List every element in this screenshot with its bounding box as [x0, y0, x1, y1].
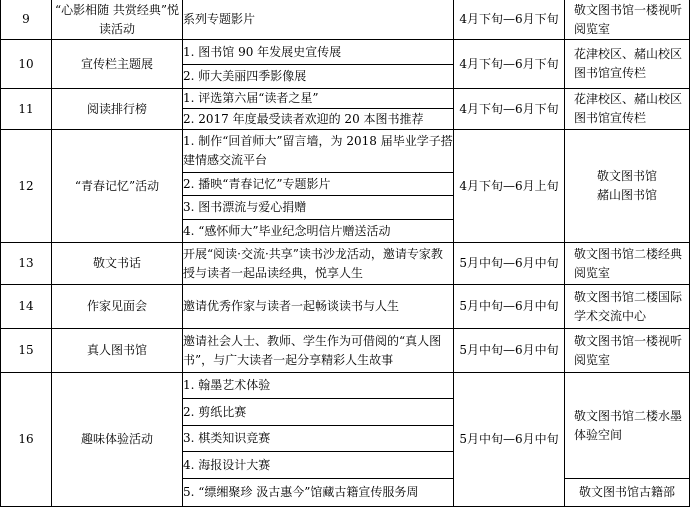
activity-time: 4月下旬—6月下旬 [454, 0, 565, 40]
table-row [1, 329, 690, 373]
activity-time: 5月中旬—6月中旬 [454, 243, 565, 285]
activity-name: “青春记忆”活动 [52, 130, 183, 243]
activity-time: 4月下旬—6月上旬 [454, 130, 565, 243]
activity-venue: 敬文图书馆二楼国际学术交流中心 [565, 285, 690, 329]
activity-content: 3. 棋类知识竞赛 [183, 426, 454, 452]
activity-content: 3. 图书漂流与爱心捐赠 [183, 196, 454, 220]
activity-content: 邀请优秀作家与读者一起畅谈读书与人生 [183, 285, 454, 329]
activity-content: 2. 播映“青春记忆”专题影片 [183, 173, 454, 196]
activity-content: 1. 制作“回首师大”留言墙，为 2018 届毕业学子搭建情感交流平台 [183, 130, 454, 173]
activity-content: 2. 2017 年度最受读者欢迎的 20 本图书推荐 [183, 109, 454, 130]
table-row [1, 373, 690, 399]
activity-venue: 敬文图书馆二楼水墨体验空间 [565, 373, 690, 479]
activity-content: 5. “缥缃聚珍 汲古惠今”馆藏古籍宣传服务周 [183, 479, 454, 507]
row-number: 11 [1, 89, 52, 130]
activity-venue: 敬文图书馆一楼视听阅览室 [565, 0, 690, 40]
activity-content: 开展“阅读·交流·共享”读书沙龙活动，邀请专家教授与读者一起品读经典，悦享人生 [183, 243, 454, 285]
table-row [1, 0, 690, 40]
activity-venue: 花津校区、赭山校区图书馆宣传栏 [565, 89, 690, 130]
activity-venue: 敬文图书馆二楼经典阅览室 [565, 243, 690, 285]
row-number: 16 [1, 373, 52, 507]
activity-name: 作家见面会 [52, 285, 183, 329]
activity-time: 5月中旬—6月中旬 [454, 285, 565, 329]
venue-line: 赭山图书馆 [596, 188, 657, 202]
table-row [1, 89, 690, 109]
activity-content: 1. 翰墨艺术体验 [183, 373, 454, 399]
row-number: 14 [1, 285, 52, 329]
activity-content: 2. 剪纸比赛 [183, 399, 454, 426]
row-number: 13 [1, 243, 52, 285]
activity-name: 敬文书话 [52, 243, 183, 285]
activity-name: 真人图书馆 [52, 329, 183, 373]
activity-venue [565, 130, 690, 243]
activity-content: 2. 师大美丽四季影像展 [183, 65, 454, 89]
activity-time: 5月中旬—6月中旬 [454, 373, 565, 507]
activity-content: 系列专题影片 [183, 0, 454, 40]
row-number: 12 [1, 130, 52, 243]
activity-time: 4月下旬—6月下旬 [454, 40, 565, 89]
activity-venue: 敬文图书馆古籍部 [565, 479, 690, 507]
table-row [1, 130, 690, 173]
activity-content: 1. 图书馆 90 年发展史宣传展 [183, 40, 454, 65]
row-number: 10 [1, 40, 52, 89]
activity-time: 5月中旬—6月中旬 [454, 329, 565, 373]
activity-content: 邀请社会人士、教师、学生作为可借阅的“真人图书”，与广大读者一起分享精彩人生故事 [183, 329, 454, 373]
activity-venue: 花津校区、赭山校区图书馆宣传栏 [565, 40, 690, 89]
table-row [1, 40, 690, 65]
activity-venue: 敬文图书馆一楼视听阅览室 [565, 329, 690, 373]
activity-content: 4. 海报设计大赛 [183, 452, 454, 479]
activity-content: 4. “感怀师大”毕业纪念明信片赠送活动 [183, 220, 454, 243]
activity-name: 阅读排行榜 [52, 89, 183, 130]
table-row [1, 285, 690, 329]
activity-name: 趣味体验活动 [52, 373, 183, 507]
row-number: 15 [1, 329, 52, 373]
activity-name: “心影相随 共赏经典”悦读活动 [52, 0, 183, 40]
venue-line: 敬文图书馆 [596, 169, 657, 183]
activity-content: 1. 评选第六届“读者之星” [183, 89, 454, 109]
row-number: 9 [1, 0, 52, 40]
table-row [1, 243, 690, 285]
activity-name: 宣传栏主题展 [52, 40, 183, 89]
activity-time: 4月下旬—6月下旬 [454, 89, 565, 130]
